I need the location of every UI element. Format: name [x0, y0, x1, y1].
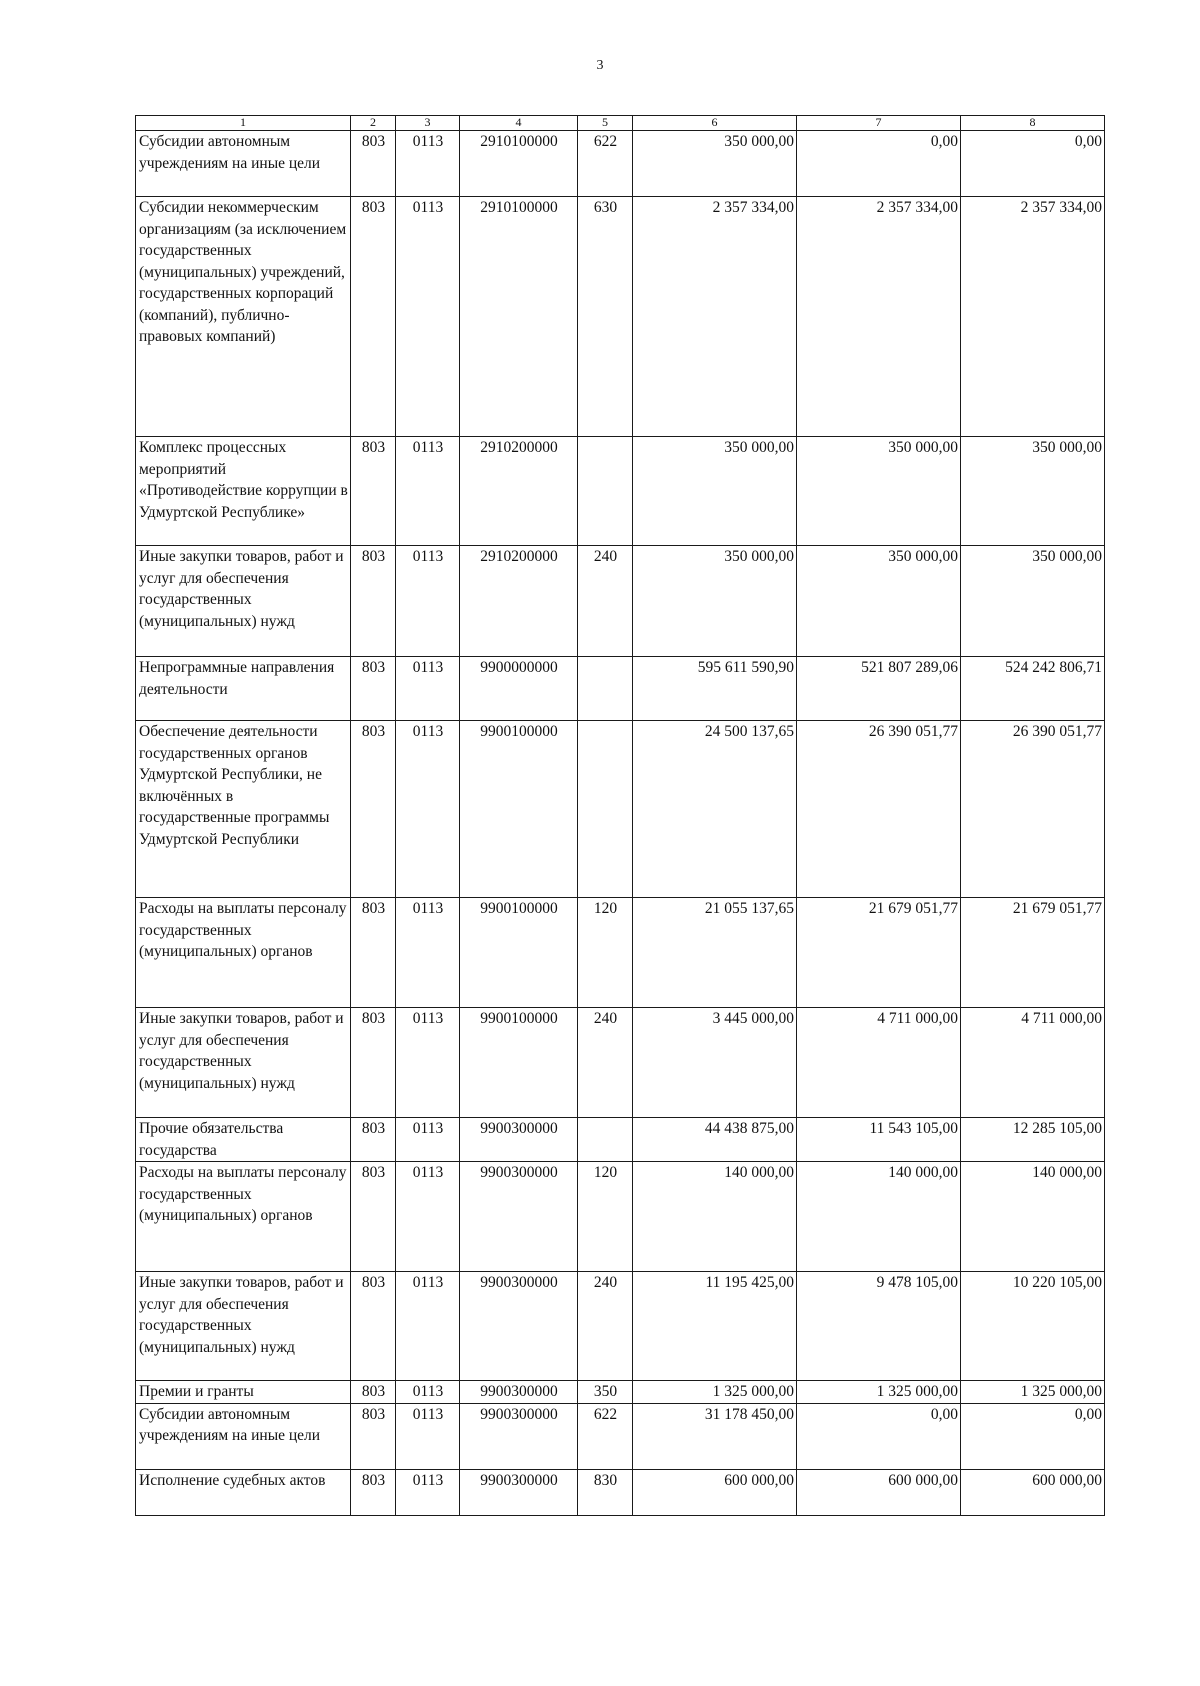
row-gr: 803	[351, 1381, 396, 1404]
row-vr	[578, 1118, 633, 1162]
row-rz: 0113	[396, 1008, 460, 1118]
column-header: 5	[578, 116, 633, 131]
row-cs: 9900300000	[460, 1381, 578, 1404]
row-value-1: 11 195 425,00	[633, 1272, 797, 1381]
row-rz: 0113	[396, 131, 460, 197]
row-rz: 0113	[396, 1381, 460, 1404]
row-cs: 2910200000	[460, 437, 578, 546]
row-value-2: 9 478 105,00	[797, 1272, 961, 1381]
row-value-3: 26 390 051,77	[961, 721, 1105, 898]
row-value-3: 600 000,00	[961, 1469, 1105, 1515]
row-name: Иные закупки товаров, работ и услуг для обеспечения государственных (муниципальных) нужд	[136, 1008, 351, 1118]
row-rz: 0113	[396, 546, 460, 657]
row-value-1: 600 000,00	[633, 1469, 797, 1515]
row-value-3: 2 357 334,00	[961, 197, 1105, 437]
row-value-2: 350 000,00	[797, 437, 961, 546]
row-name: Прочие обязательства государства	[136, 1118, 351, 1162]
row-value-2: 1 325 000,00	[797, 1381, 961, 1404]
row-vr: 120	[578, 898, 633, 1008]
row-name: Иные закупки товаров, работ и услуг для обеспечения государственных (муниципальных) нужд	[136, 1272, 351, 1381]
table-row	[136, 1381, 1105, 1404]
table-row	[136, 1403, 1105, 1469]
row-cs: 2910100000	[460, 197, 578, 437]
row-value-3: 4 711 000,00	[961, 1008, 1105, 1118]
table-header-row	[136, 116, 1105, 131]
row-gr: 803	[351, 546, 396, 657]
budget-table	[135, 115, 1105, 1516]
row-cs: 9900300000	[460, 1162, 578, 1272]
row-name: Обеспечение деятельности государственных органов Удмуртской Республики, не включённых в государственные программы Удмуртской Республики	[136, 721, 351, 898]
row-value-2: 350 000,00	[797, 546, 961, 657]
row-value-1: 350 000,00	[633, 546, 797, 657]
row-gr: 803	[351, 437, 396, 546]
row-gr: 803	[351, 131, 396, 197]
row-rz: 0113	[396, 657, 460, 721]
row-cs: 9900100000	[460, 1008, 578, 1118]
row-value-2: 4 711 000,00	[797, 1008, 961, 1118]
column-header: 2	[351, 116, 396, 131]
table-row	[136, 1118, 1105, 1162]
row-value-3: 12 285 105,00	[961, 1118, 1105, 1162]
table-row	[136, 1469, 1105, 1515]
row-gr: 803	[351, 1403, 396, 1469]
row-value-1: 1 325 000,00	[633, 1381, 797, 1404]
column-header: 7	[797, 116, 961, 131]
row-rz: 0113	[396, 1272, 460, 1381]
row-rz: 0113	[396, 1403, 460, 1469]
row-cs: 9900000000	[460, 657, 578, 721]
row-value-1: 595 611 590,90	[633, 657, 797, 721]
row-vr: 622	[578, 1403, 633, 1469]
row-cs: 9900300000	[460, 1118, 578, 1162]
row-value-1: 44 438 875,00	[633, 1118, 797, 1162]
row-vr	[578, 721, 633, 898]
row-value-1: 350 000,00	[633, 131, 797, 197]
row-cs: 9900300000	[460, 1272, 578, 1381]
column-header: 6	[633, 116, 797, 131]
row-value-2: 140 000,00	[797, 1162, 961, 1272]
row-cs: 9900300000	[460, 1403, 578, 1469]
row-name: Расходы на выплаты персоналу государственных (муниципальных) органов	[136, 898, 351, 1008]
row-value-1: 2 357 334,00	[633, 197, 797, 437]
row-name: Комплекс процессных мероприятий «Противодействие коррупции в Удмуртской Республике»	[136, 437, 351, 546]
row-rz: 0113	[396, 1118, 460, 1162]
row-value-3: 1 325 000,00	[961, 1381, 1105, 1404]
row-value-2: 0,00	[797, 131, 961, 197]
row-cs: 9900100000	[460, 898, 578, 1008]
row-value-3: 140 000,00	[961, 1162, 1105, 1272]
row-value-3: 350 000,00	[961, 437, 1105, 546]
table-row	[136, 657, 1105, 721]
row-rz: 0113	[396, 1469, 460, 1515]
row-gr: 803	[351, 197, 396, 437]
row-value-3: 524 242 806,71	[961, 657, 1105, 721]
row-rz: 0113	[396, 437, 460, 546]
row-name: Исполнение судебных актов	[136, 1469, 351, 1515]
row-value-2: 11 543 105,00	[797, 1118, 961, 1162]
row-cs: 9900100000	[460, 721, 578, 898]
row-value-3: 350 000,00	[961, 546, 1105, 657]
row-value-3: 10 220 105,00	[961, 1272, 1105, 1381]
row-vr: 240	[578, 1008, 633, 1118]
table-row	[136, 1162, 1105, 1272]
page-number: 3	[596, 58, 604, 73]
row-name: Субсидии некоммерческим организациям (за исключением государственных (муниципальных) учреждений, государственных корпораций (компаний), публично-правовых компаний)	[136, 197, 351, 437]
column-header: 4	[460, 116, 578, 131]
table-row	[136, 197, 1105, 437]
row-value-1: 140 000,00	[633, 1162, 797, 1272]
row-name: Иные закупки товаров, работ и услуг для обеспечения государственных (муниципальных) нужд	[136, 546, 351, 657]
table-row	[136, 721, 1105, 898]
row-vr: 240	[578, 1272, 633, 1381]
table-row	[136, 131, 1105, 197]
table-row	[136, 1272, 1105, 1381]
row-value-3: 0,00	[961, 131, 1105, 197]
row-gr: 803	[351, 1272, 396, 1381]
row-gr: 803	[351, 1162, 396, 1272]
row-name: Непрограммные направления деятельности	[136, 657, 351, 721]
row-rz: 0113	[396, 1162, 460, 1272]
row-value-2: 2 357 334,00	[797, 197, 961, 437]
row-value-3: 0,00	[961, 1403, 1105, 1469]
row-gr: 803	[351, 1118, 396, 1162]
table-row	[136, 437, 1105, 546]
column-header: 1	[136, 116, 351, 131]
row-rz: 0113	[396, 721, 460, 898]
row-value-1: 31 178 450,00	[633, 1403, 797, 1469]
row-name: Субсидии автономным учреждениям на иные цели	[136, 131, 351, 197]
row-cs: 2910100000	[460, 131, 578, 197]
row-vr: 630	[578, 197, 633, 437]
row-value-2: 521 807 289,06	[797, 657, 961, 721]
row-vr: 830	[578, 1469, 633, 1515]
row-value-3: 21 679 051,77	[961, 898, 1105, 1008]
row-rz: 0113	[396, 898, 460, 1008]
row-rz: 0113	[396, 197, 460, 437]
row-value-1: 21 055 137,65	[633, 898, 797, 1008]
row-vr	[578, 437, 633, 546]
row-value-2: 0,00	[797, 1403, 961, 1469]
row-cs: 9900300000	[460, 1469, 578, 1515]
table-row	[136, 1008, 1105, 1118]
row-value-1: 3 445 000,00	[633, 1008, 797, 1118]
row-value-1: 24 500 137,65	[633, 721, 797, 898]
row-gr: 803	[351, 1008, 396, 1118]
row-vr	[578, 657, 633, 721]
row-gr: 803	[351, 1469, 396, 1515]
row-cs: 2910200000	[460, 546, 578, 657]
column-header: 8	[961, 116, 1105, 131]
row-gr: 803	[351, 721, 396, 898]
row-value-2: 600 000,00	[797, 1469, 961, 1515]
table-row	[136, 898, 1105, 1008]
row-vr: 120	[578, 1162, 633, 1272]
table-row	[136, 546, 1105, 657]
column-header: 3	[396, 116, 460, 131]
row-value-1: 350 000,00	[633, 437, 797, 546]
row-value-2: 26 390 051,77	[797, 721, 961, 898]
row-name: Премии и гранты	[136, 1381, 351, 1404]
row-gr: 803	[351, 657, 396, 721]
row-vr: 622	[578, 131, 633, 197]
row-vr: 350	[578, 1381, 633, 1404]
row-gr: 803	[351, 898, 396, 1008]
row-value-2: 21 679 051,77	[797, 898, 961, 1008]
row-name: Субсидии автономным учреждениям на иные цели	[136, 1403, 351, 1469]
row-vr: 240	[578, 546, 633, 657]
row-name: Расходы на выплаты персоналу государственных (муниципальных) органов	[136, 1162, 351, 1272]
